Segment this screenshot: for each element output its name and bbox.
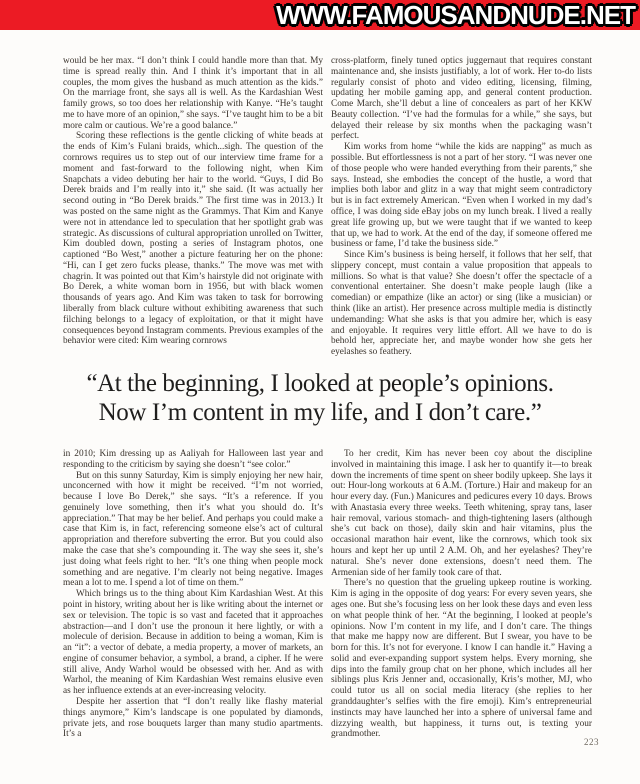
watermark-banner bbox=[0, 0, 640, 30]
article-paragraph: But on this sunny Saturday, Kim is simply enjoying her new hair, unconcerned with how it might be received. “I’m not worried, because I love Bo Derek,” she says. “It’s a reference. If you genuinely love something, then it’s what you should do. It’s appreciation.” That may be her belief. And perhaps you could make a case that Kim is, in fact, referencing someone else’s act of cultural appropriation and therefore subverting the error. But you could also make the case that she’s compounding it. The way she sees it, she’s just doing what feels right to her. “It’s one thing when people mock something and are negative. I’m clearly not being negative. Images mean a lot to me. I spend a lot of time on them.” bbox=[63, 470, 323, 589]
bottom-right-column bbox=[331, 449, 592, 740]
article-paragraph: Scoring these reflections is the gentle clicking of white beads at the ends of Kim’s Fulani braids, which...sigh. The question of the cornrows requires us to step out of our interview time frame for a moment and fast-forward to the following night, when Kim Snapchats a video debuting her hair to the world. “Guys, I did Bo Derek braids and I’m really into it,” she said. (It was actually her second outing in “Bo Derek braids.” The first time was in 2013.) It was posted on the same night as the Grammys. That Kim and Kanye were not in attendance led to speculation that her spotlight grab was strategic. As discussions of cultural appropriation unrolled on Twitter, Kim doubled down, posting a series of Instagram photos, one captioned “Bo West,” another a picture featuring her on the phone: “Hi, can I get zero fucks please, thanks.” The move was met with chagrin. It was pointed out that Kim’s hairstyle did not originate with Bo Derek, a white woman born in 1956, but with black women thousands of years ago. And Kim was taken to task for borrowing liberally from black culture without exhibiting awareness that such filching belongs to a legacy of exploitation, or that it might have consequences beyond Instagram comments. Previous examples of the behavior were cited: Kim wearing cornrows bbox=[63, 131, 323, 347]
bottom-left-column bbox=[63, 449, 323, 740]
article-paragraph: There’s no question that the grueling upkeep routine is working. Kim is aging in the opposite of dog years: For every seven years, she ages one. But she’s focusing less on her look these days and even less on what people think of her. “At the beginning, I looked at people’s opinions. Now I’m content in my life, and I don’t care. The things that make me happy now are different. But I swear, you have to be born for this. It’s not for everyone. I know I can handle it.” Having a solid and ever-expanding support system helps. Every morning, she dips into the family group chat on her phone, which includes all her siblings plus Kris Jenner and, occasionally, Kris’s mother, MJ, who could tutor us all on social media literacy (she replies to her granddaughter’s selfies with the fire emoji). Kim’s entrepreneurial instincts may have launched her into a sphere of universal fame and dizzying wealth, but happiness, it turns out, is texting your grandmother. bbox=[331, 578, 592, 740]
article-paragraph: Kim works from home “while the kids are napping” as much as possible. But effortlessness is not a part of her story. “I was never one of those people who were handed everything from their parents,” she says. Instead, she embodies the concept of the hustle, a word that implies both labor and glitz in a way that might seem contradictory but is in fact extremely American. “Even when I worked in my dad’s office, I was doing side eBay jobs on my lunch break. I lived a really great life growing up, but we were taught that if we wanted to keep that up, we had to work. At the end of the day, if someone offered me business or fame, I’d take the business side.” bbox=[331, 142, 592, 250]
article-paragraph: cross-platform, finely tuned optics juggernaut that requires constant maintenance and, she insists justifiably, a lot of work. Her to-do lists regularly consist of photo and video editing, licensing, filming, updating her mobile gaming app, and general content production. Come March, she’ll debut a line of concealers as part of her KKW Beauty collection. “I’ve had the formulas for a while,” she says, but delayed their release by six months when the packaging wasn’t perfect. bbox=[331, 56, 592, 142]
article-paragraph: Which brings us to the thing about Kim Kardashian West. At this point in history, writing about her is like writing about the internet or sex or television. The topic is so vast and faceted that it approaches abstraction—and I don’t use the pronoun it here lightly, or with a molecule of derision. Because in addition to being a woman, Kim is an “it”: a vector of debate, a media property, a mover of markets, an engine of consumer behavior, a symbol, a brand, a cipher. If he were still alive, Andy Warhol would be obsessed with her. And as with Warhol, the meaning of Kim Kardashian West remains elusive even as her influence extends at an ever-increasing velocity. bbox=[63, 589, 323, 697]
watermark-text: WWW.FAMOUSANDNUDE.NET bbox=[276, 0, 635, 30]
article-paragraph: To her credit, Kim has never been coy about the discipline involved in maintaining this image. I ask her to quantify it—to break down the increments of time spent on sheer bodily upkeep. She lays it out: Hour-long workouts at 6 A.M. (Torture.) Hair and makeup for an hour every day. (Fun.) Manicures and pedicures every 10 days. Brows with Anastasia every three weeks. Teeth whitening, spray tans, laser hair removal, various stomach- and thigh-tightening lasers (although she’s cut back on those), daily skin and hair vitamins, plus the occasional marathon hair event, like the cornrows, which took six hours and kept her up until 2 A.M. Oh, and her eyelashes? They’re natural. She’s never done extensions, doesn’t need them. The Armenian side of her family took care of that. bbox=[331, 449, 592, 578]
page-number: 223 bbox=[584, 737, 599, 747]
article-paragraph: Since Kim’s business is being herself, it follows that her self, that slippery concept, must contain a value proposition that appeals to millions. So what is that value? She doesn’t offer the spectacle of a conventional entertainer. She doesn’t make people laugh (like a comedian) or empathize (like an actor) or sing (like a musician) or think (like an artist). Her presence across multiple media is distinctly undemanding: What she asks is that you admire her, which is easy and enjoyable. It requires very little effort. All we have to do is behold her, appreciate her, and maybe wonder how she gets her eyelashes so feathery. bbox=[331, 250, 592, 358]
top-left-column bbox=[63, 56, 323, 347]
article-paragraph: would be her max. “I don’t think I could handle more than that. My time is spread really thin. And I think it’s important that in all couples, the mom gives the husband as much attention as the kids.” On the marriage front, she says all is well. As the Kardashian West family grows, so too does her relationship with Kanye. “He’s taught me to have more of an opinion,” she says. “I’ve taught him to be a bit more calm or cautious. We’re a good balance.” bbox=[63, 56, 323, 131]
article-paragraph: in 2010; Kim dressing up as Aaliyah for Halloween last year and responding to the criticism by saying she doesn’t “see color.” bbox=[63, 449, 323, 470]
pull-quote-line: Now I’m content in my life, and I don’t care.” bbox=[98, 399, 542, 427]
pull-quote bbox=[28, 369, 612, 428]
article-paragraph: Despite her assertion that “I don’t really like flashy material things anymore,” Kim’s landscape is one populated by diamonds, private jets, and rose bouquets larger than many studio apartments. It’s a bbox=[63, 696, 323, 740]
top-right-column bbox=[331, 56, 592, 358]
pull-quote-line: “At the beginning, I looked at people’s opinions. bbox=[86, 370, 554, 397]
